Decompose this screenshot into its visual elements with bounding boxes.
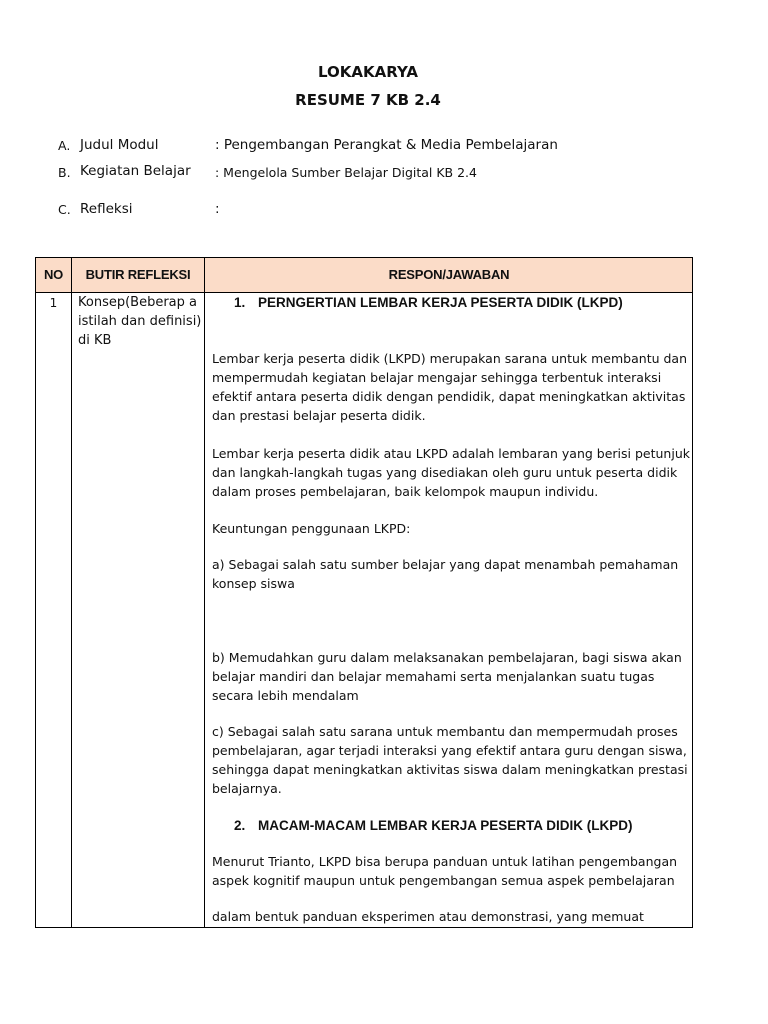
paragraph: c) Sebagai salah satu sarana untuk membantu dan mempermudah proses pembelajaran, agar terjadi interaksi yang efektif antara guru dengan siswa, sehingga dapat meningkatkan aktivitas siswa dalam meningkatkan prestasi belajarnya.	[212, 724, 688, 796]
paragraph: b) Memudahkan guru dalam melaksanakan pembelajaran, bagi siswa akan belajar mandiri dan belajar memahami serta menjalankan suatu tugas secara lebih mendalam	[212, 650, 682, 703]
meta-label: Refleksi	[80, 201, 133, 217]
reflection-table	[35, 257, 693, 928]
meta-letter: B.	[58, 165, 71, 180]
meta-value: : Mengelola Sumber Belajar Digital KB 2.4	[215, 165, 477, 180]
section-title	[212, 293, 690, 312]
meta-letter: A.	[58, 138, 71, 153]
meta-label: Kegiatan Belajar	[80, 163, 191, 179]
meta-letter: C.	[58, 202, 71, 217]
section-number: 1.	[234, 295, 246, 310]
header-no: NO	[43, 267, 64, 282]
document-subtitle: RESUME 7 KB 2.4	[295, 91, 441, 109]
meta-value: : Pengembangan Perangkat & Media Pembelajaran	[215, 137, 558, 153]
header-respon-jawaban: RESPON/JAWABAN	[388, 267, 510, 282]
meta-value: :	[215, 201, 220, 217]
section-title	[212, 816, 690, 835]
header-butir-refleksi: BUTIR REFLEKSI	[85, 267, 191, 282]
respon-cell	[212, 293, 690, 926]
table-header	[36, 258, 692, 293]
section-title-text: MACAM-MACAM LEMBAR KERJA PESERTA DIDIK (LKPD)	[258, 818, 633, 833]
paragraph: Keuntungan penggunaan LKPD:	[212, 521, 411, 536]
column-divider	[71, 258, 72, 927]
butir-refleksi-cell: Konsep(Beberap a istilah dan definisi) di KB	[78, 295, 202, 348]
paragraph: Menurut Trianto, LKPD bisa berupa panduan untuk latihan pengembangan aspek kognitif maupun untuk pengembangan semua aspek pembelajaran	[212, 854, 678, 888]
paragraph: a) Sebagai salah satu sumber belajar yang dapat menambah pemahaman konsep siswa	[212, 557, 679, 591]
paragraph: Lembar kerja peserta didik (LKPD) merupakan sarana untuk membantu dan mempermudah kegiatan belajar mengajar sehingga terbentuk interaksi efektif antara peserta didik dengan pendidik, dapat meningkatkan aktivitas dan prestasi belajar peserta didik.	[212, 351, 688, 423]
paragraph: Lembar kerja peserta didik atau LKPD adalah lembaran yang berisi petunjuk dan langkah-langkah tugas yang disediakan oleh guru untuk peserta didik dalam proses pembelajaran, baik kelompok maupun individu.	[212, 446, 690, 499]
row-number: 1	[49, 296, 58, 310]
section-number: 2.	[234, 818, 246, 833]
paragraph: dalam bentuk panduan eksperimen atau demonstrasi, yang memuat	[212, 909, 644, 924]
column-divider	[204, 258, 205, 927]
document-title: LOKAKARYA	[317, 63, 418, 81]
section-title-text: PERNGERTIAN LEMBAR KERJA PESERTA DIDIK (LKPD)	[258, 295, 623, 310]
meta-label: Judul Modul	[80, 137, 159, 153]
